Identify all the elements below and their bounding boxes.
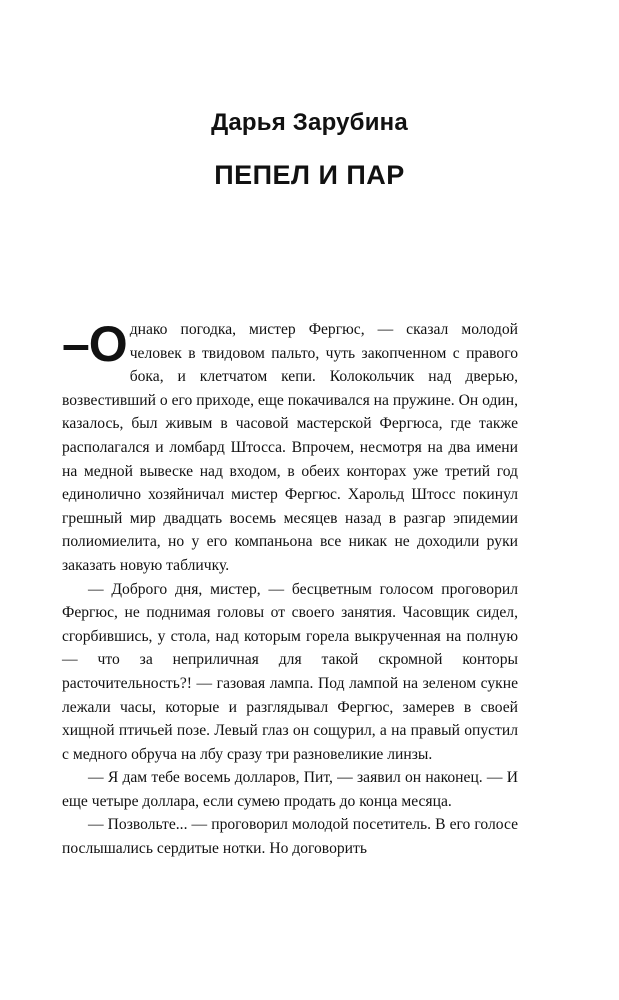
paragraph-3: — Я дам тебе восемь долларов, Пит, — заявил он наконец. — И еще четыре доллара, если сумею продать до конца месяца. [62,769,518,810]
paragraph-1-text: днако погодка, мистер Фергюс, — сказал молодой человек в твидовом пальто, чуть закопченном с правого бока, и клетчатом кепи. Колокольчик над дверью, возвестивший о его приходе, еще покачивался на пружине. Он один, казалось, был живым в часовой мастерской Фергюса, где также располагался и ломбард Штосса. Впрочем, несмотря на два имени на медной вывеске над входом, в обеих конторах уже третий год единолично хозяйничал мистер Фергюс. Харольд Штосс покинул грешный мир двадцать восемь месяцев назад в разгар эпидемии полиомиелита, но у его компаньона все никак не доходили руки заказать новую табличку. [62,321,518,574]
drop-cap: –О [62,316,127,372]
paragraph-1 [62,318,518,578]
paragraph-2: — Доброго дня, мистер, — бесцветным голосом проговорил Фергюс, не поднимая головы от своего занятия. Часовщик сидел, сгорбившись, у стола, над которым горела выкрученная на полную — что за неприличная для такой скромной конторы расточительность?! — газовая лампа. Под лампой на зеленом сукне лежали часы, которые и разглядывал Фергюс, замерев в своей хищной птичьей позе. Левый глаз он сощурил, а на правый опустил с медного обруча на лбу сразу три разновеликие линзы. [62,580,518,763]
author-name: Дарья Зарубина [211,109,408,136]
paragraph-4: — Позвольте... — проговорил молодой посетитель. В его голосе послышались сердитые нотки. Но договорить [62,816,518,858]
story-text [62,318,518,861]
chapter-title: ПЕПЕЛ И ПАР [214,160,405,190]
